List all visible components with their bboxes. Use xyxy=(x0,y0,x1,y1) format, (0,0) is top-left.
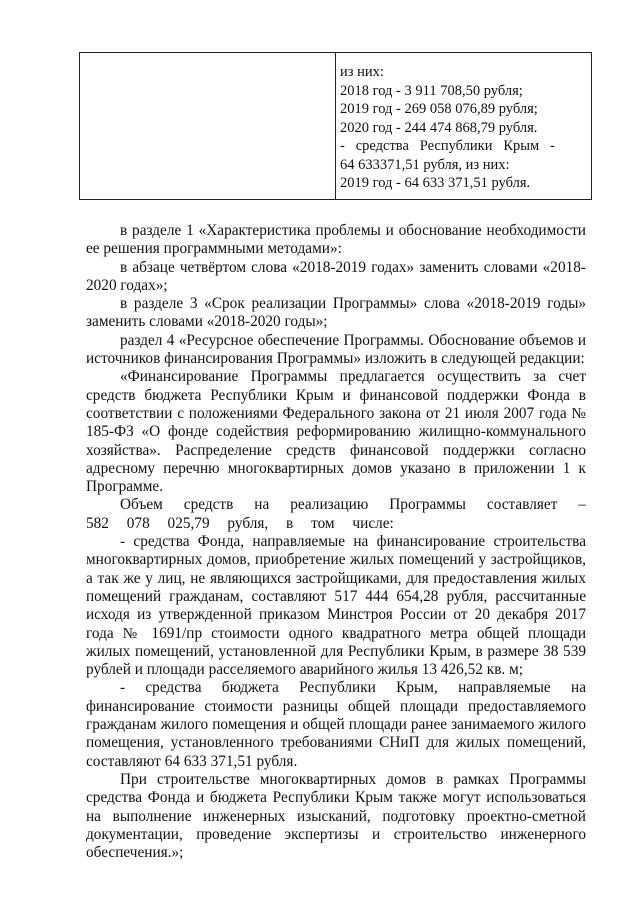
table-right-cell xyxy=(336,53,591,199)
paragraph-section-1: в разделе 1 «Характеристика проблемы и обоснование необходимости ее решения программными методами»: xyxy=(86,222,586,258)
table-line: 2019 год - 64 633 371,51 рубля. xyxy=(340,175,531,191)
paragraph-fund-resources: - средства Фонда, направляемые на финансирование строительства многоквартирных домов, приобретение жилых помещений у застройщиков, а так же у лиц, не являющихся застройщиками, для предоставления жилых помещений гражданам, составляют 517 444 654,28 рубля, рассчитанные исходя из утвержденной приказом Минстроя России от 20 декабря 2017 года № 1691/пр стоимости одного квадратного метра общей площади жилых помещений, установленной для Республики Крым, в размере 38 539 рублей и площади расселяемого аварийного жилья 13 426,52 кв. м; xyxy=(86,533,586,679)
paragraph-section-3: в разделе 3 «Срок реализации Программы» слова «2018-2019 годы» заменить словами «2018-2020 годы»; xyxy=(86,295,586,331)
funding-table xyxy=(79,52,592,200)
paragraph-total-volume: Объем средств на реализацию Программы составляет – 582 078 025,79 рубля, в том числе: xyxy=(86,496,586,532)
paragraph-financing: «Финансирование Программы предлагается осуществить за счет средств бюджета Республики Крым и финансовой поддержки Фонда в соответствии с положениями Федерального закона от 21 июля 2007 года № 185-ФЗ «О фонде содействия реформированию жилищно-коммунального хозяйства». Распределение средств финансовой поддержки согласно адресному перечню многоквартирных домов указано в приложении 1 к Программе. xyxy=(86,368,586,496)
table-line: - средства Республики Крым - xyxy=(340,138,555,154)
table-line: 2020 год - 244 474 868,79 рубля. xyxy=(340,119,538,136)
table-left-cell xyxy=(80,53,336,199)
table-line: 2019 год - 269 058 076,89 рубля; xyxy=(340,101,538,117)
paragraph-construction: При строительстве многоквартирных домов в рамках Программы средства Фонда и бюджета Республики Крым также могут использоваться на выполнение инженерных изысканий, подготовку проектно-сметной документации, проведение экспертизы и строительство инженерного обеспечения.»; xyxy=(86,770,586,862)
table-line: 64 633371,51 рубля, из них: xyxy=(340,156,510,173)
table-line: 2018 год - 3 911 708,50 рубля; xyxy=(340,82,523,99)
table-line: из них: xyxy=(340,64,384,80)
paragraph-budget-resources: - средства бюджета Республики Крым, направляемые на финансирование стоимости разницы общей площади предоставляемого гражданам жилого помещения и общей площади ранее занимаемого жилого помещения, установленного требованиями СНиП для жилых помещений, составляют 64 633 371,51 рубля. xyxy=(86,679,586,770)
paragraph-abzats-4: в абзаце четвёртом слова «2018-2019 годах» заменить словами «2018-2020 годах»; xyxy=(86,258,586,294)
paragraph-section-4: раздел 4 «Ресурсное обеспечение Программы. Обоснование объемов и источников финансирования Программы» изложить в следующей редакции: xyxy=(86,331,586,368)
document-body xyxy=(86,222,586,862)
